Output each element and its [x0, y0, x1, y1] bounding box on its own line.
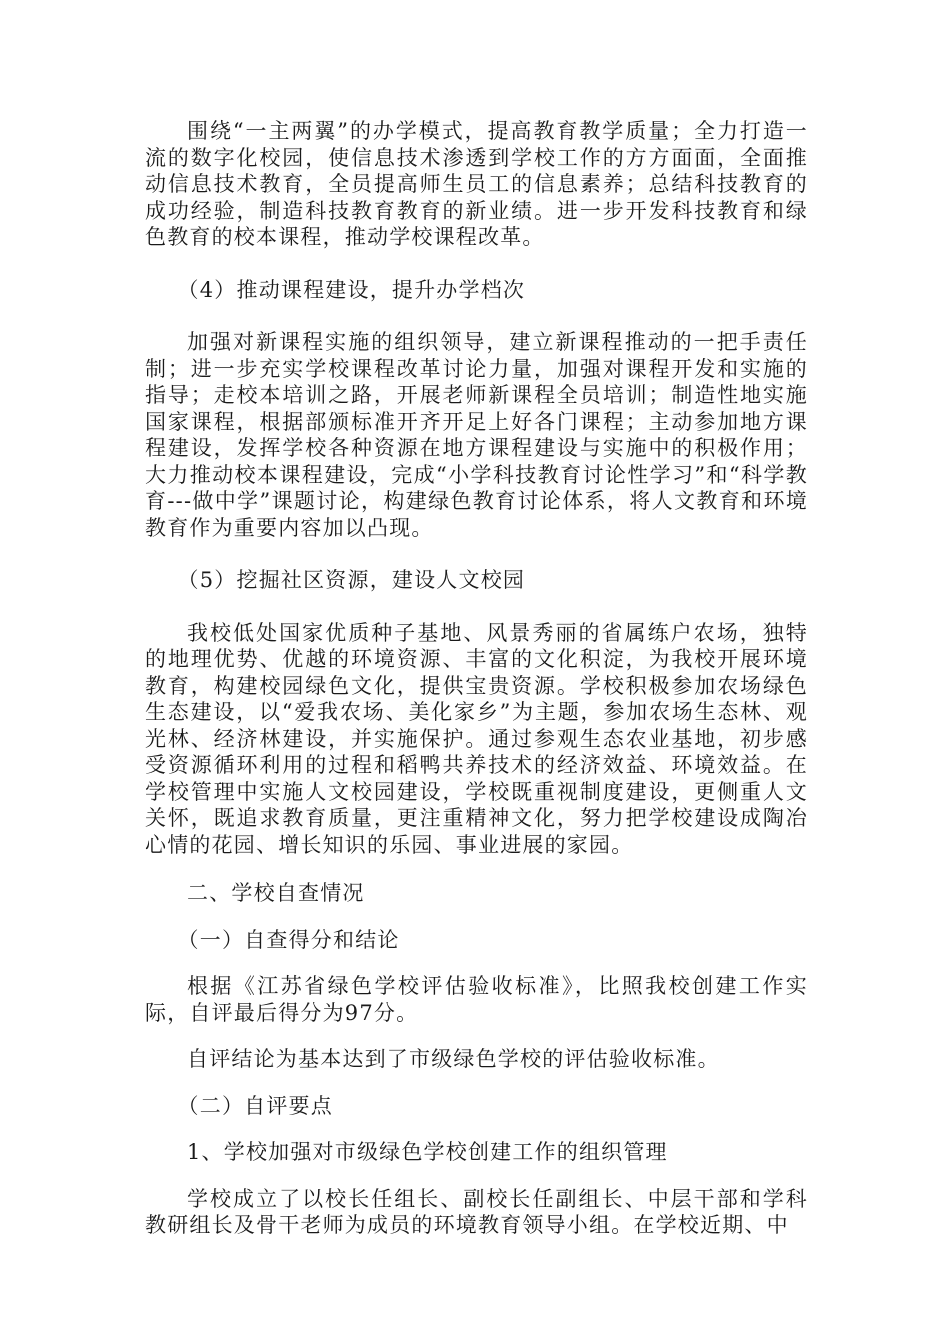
heading-evaluation-points: （二）自评要点 [177, 1093, 333, 1118]
paragraph-school-location: 我校低处国家优质种子基地、风景秀丽的省属练户农场，独特的地理优势、优越的环境资源、丰富的文化积淀，为我校开展环境教育，构建校园绿色文化，提供宝贵资源。学校积极参加农场绿色生态建设，以“爱我农场、美化家乡”为主题，参加农场生态林、观光林、经济林建设，并实施保护。通过参观生态农业基地，初步感受资源循环利用的过程和稻鸭共养技术的经济效益、环境效益。在学校管理中实施人文校园建设，学校既重视制度建设，更侧重人文关怀，既追求教育质量，更注重精神文化，努力把学校建设成陶冶心情的花园、增长知识的乐园、事业进展的家园。 [145, 620, 808, 857]
heading-self-inspection: 二、学校自查情况 [187, 881, 365, 905]
paragraph-new-curriculum: 加强对新课程实施的组织领导，建立新课程推动的一把手责任制；进一步充实学校课程改革讨论力量，加强对课程开发和实施的指导；走校本培训之路，开展老师新课程全员培训；制造性地实施国家课程，根据部颁标准开齐开足上好各门课程；主动参加地方课程建设，发挥学校各种资源在地方课程建设与实施中的积极作用；大力推动校本课程建设，完成“小学科技教育讨论性学习”和“科学教育---做中学”课题讨论，构建绿色教育讨论体系，将人文教育和环境教育作为重要内容加以凸现。 [145, 330, 808, 540]
paragraph-score: 根据《江苏省绿色学校评估验收标准》，比照我校创建工作实际，自评最后得分为97分。 [145, 974, 808, 1025]
paragraph-leadership-group: 学校成立了以校长任组长、副校长任副组长、中层干部和学科教研组长及骨干老师为成员的环境教育领导小组。在学校近期、中 [145, 1186, 808, 1237]
heading-score-conclusion: （一）自查得分和结论 [177, 927, 400, 952]
paragraph-conclusion: 自评结论为基本达到了市级绿色学校的评估验收标准。 [187, 1047, 720, 1071]
heading-community-resources: （5）挖掘社区资源，建设人文校园 [177, 568, 526, 592]
heading-organization-management: 1、学校加强对市级绿色学校创建工作的组织管理 [187, 1140, 668, 1164]
document-page [145, 118, 808, 1239]
paragraph-digital-campus: 围绕“一主两翼”的办学模式，提高教育教学质量；全力打造一流的数字化校园，使信息技术渗透到学校工作的方方面面，全面推动信息技术教育，全员提高师生员工的信息素养；总结科技教育的成功经验，制造科技教育教育的新业绩。进一步开发科技教育和绿色教育的校本课程，推动学校课程改革。 [145, 119, 808, 249]
heading-course-construction: （4）推动课程建设，提升办学档次 [177, 277, 526, 302]
